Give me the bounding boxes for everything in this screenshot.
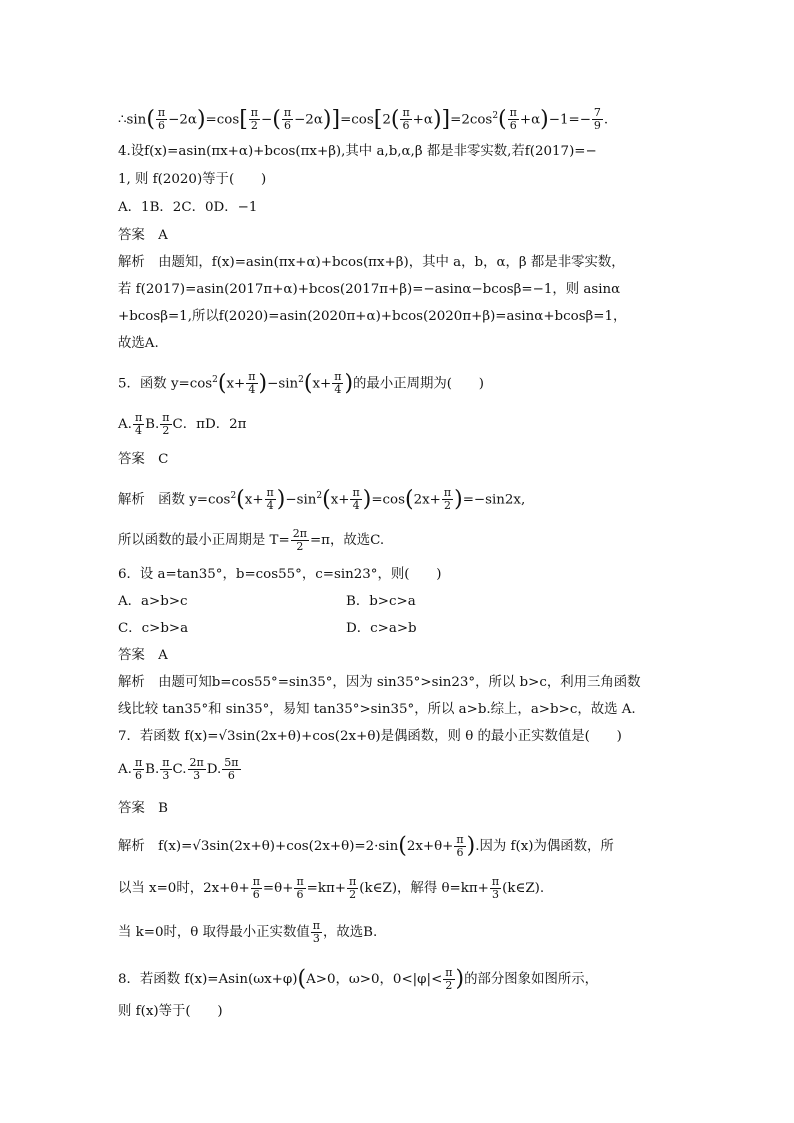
q6-option-d: D．c>a>b	[346, 621, 417, 636]
q8-stem: 8．若函数 f(x)=Asin(ωx+φ)(A>0，ω>0，0<|φ|< $\frac{\pi}{2}$ )的部分图象如图所示，	[118, 966, 599, 992]
line-1: ∴sin( $\frac{\pi}{6}$ −2α)=cos[ $\frac{\pi}{2}$ −( $\frac{\pi}{6}$ −2α)]=cos[2( $\frac{\pi}{6}$ $+\alpha)]=2\cos^2$( $\frac{\pi}{6}$ +α)−1=− $\frac{7}{9}$ .	[118, 106, 609, 133]
q4-solution-4: 故选A.	[118, 336, 159, 351]
q6-option-b: B．b>c>a	[346, 594, 416, 609]
q5-stem: 5．函数 $y=\cos^2(x+$ $\frac{\pi}{4}$ )$-\sin^2(x+$ $\frac{\pi}{4}$ )的最小正周期为( )	[118, 370, 485, 397]
q7-answer: 答案 B	[118, 801, 169, 816]
q6-option-c: C．c>b>a	[118, 621, 189, 636]
q7-solution-1: 解析 f(x)=√3sin(2x+θ)+cos(2x+θ)=2·sin(2x+θ+ $\frac{\pi}{6}$ ).因为 f(x)为偶函数，所	[118, 833, 614, 859]
q7-solution-2: 以当 x=0时，2x+θ+ $\frac{\pi}{6}$ =θ+ $\frac{\pi}{6}$ =kπ+ $\frac{\pi}{2}$ (k∈Z)，解得 θ=kπ+ $\frac{\pi}{3}$ (k∈Z).	[118, 875, 545, 901]
q4-solution-2: 若 f(2017)=asin(2017π+α)+bcos(2017π+β)=−asinα−bcosβ=−1，则 asinα	[118, 282, 621, 297]
q5-solution-1: 解析 函数 $y=\cos^2(x+$ $\frac{\pi}{4}$ )$-\sin^2(x+$ $\frac{\pi}{4}$ )=cos(2x+ $\frac{\pi}{2}$ )=−sin2x,	[118, 486, 526, 513]
q4-options: A．1B．2C．0D．−1	[118, 200, 258, 215]
q6-solution-1: 解析 由题可知b=cos55°=sin35°，因为 sin35°>sin23°，所以 b>c，利用三角函数	[118, 675, 641, 690]
q7-solution-3: 当 k=0时，θ 取得最小正实数值 $\frac{\pi}{3}$ ，故选B.	[118, 919, 378, 945]
q6-answer: 答案 A	[118, 648, 168, 663]
q4-answer: 答案 A	[118, 228, 168, 243]
q5-answer: 答案 C	[118, 452, 169, 467]
q6-solution-2: 线比较 tan35°和 sin35°，易知 tan35°>sin35°，所以 a>b.综上，a>b>c，故选 A.	[118, 702, 636, 717]
q4-stem-2: 1, 则 f(2020)等于( )	[118, 172, 267, 187]
q5-solution-2: 所以函数的最小正周期是 T= $\frac{2\pi}{2}$ =π，故选C.	[118, 527, 385, 553]
q7-stem: 7．若函数 f(x)=√3sin(2x+θ)+cos(2x+θ)是偶函数，则 θ 的最小正实数值是( )	[118, 729, 622, 744]
fraction: $\frac{\pi}{6}$	[157, 106, 166, 133]
q7-options: A. $\frac{\pi}{6}$ B. $\frac{\pi}{3}$ C. $\frac{2\pi}{3}$ D. $\frac{5\pi}{6}$	[118, 756, 239, 782]
q6-option-a: A．a>b>c	[118, 594, 188, 609]
q8-stem-2: 则 f(x)等于( )	[118, 1004, 223, 1019]
q5-options: A. $\frac{\pi}{4}$ B. $\frac{\pi}{2}$ C．πD．2π	[118, 411, 247, 437]
q4-solution-3: +bcosβ=1,所以f(2020)=asin(2020π+α)+bcos(2020π+β)=asinα+bcosβ=1，	[118, 309, 627, 324]
q4-solution-1: 解析 由题知，f(x)=asin(πx+α)+bcos(πx+β)，其中 a，b，α，β 都是非零实数，	[118, 255, 625, 270]
q6-stem: 6．设 a=tan35°，b=cos55°，c=sin23°，则( )	[118, 567, 442, 582]
q4-stem: 4.设f(x)=asin(πx+α)+bcos(πx+β),其中 a,b,α,β 都是非零实数,若f(2017)=−	[118, 144, 597, 159]
